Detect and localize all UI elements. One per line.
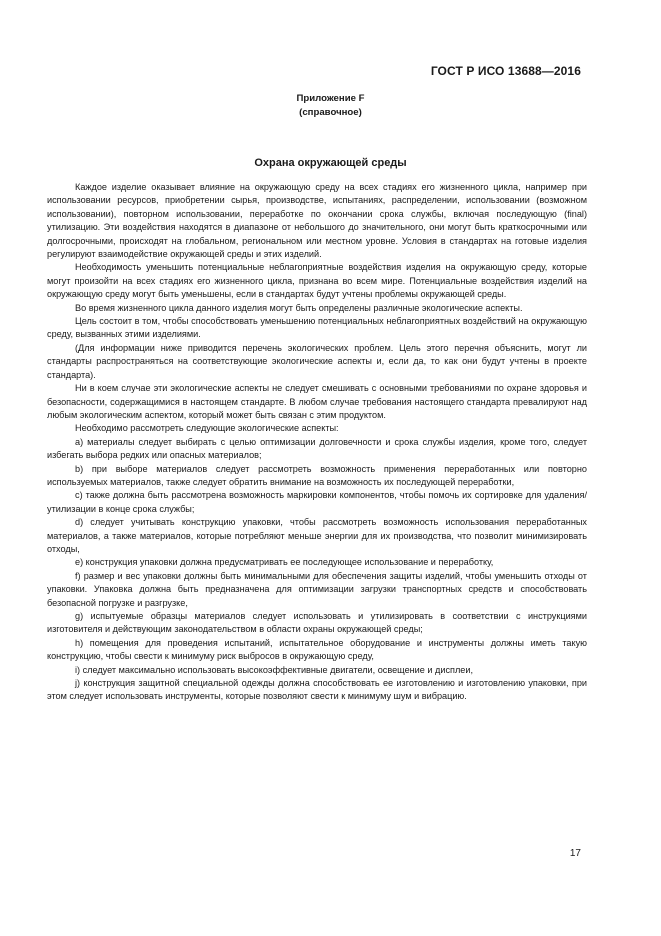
page-number: 17 [569, 848, 581, 859]
list-item: d) следует учитывать конструкцию упаковки, чтобы рассмотреть возможность использования переработанных материалов, а также материалов, которые потребляют меньше энергии для их производства, что позволит минимизировать отходы, [47, 517, 587, 554]
paragraph: (Для информации ниже приводится перечень экологических проблем. Цель этого перечня объяснить, могут ли стандарты распространяться на соответствующие экологические аспекты и, если да, то как они будут учтены в проекте стандарта). [47, 342, 587, 380]
paragraph: Каждое изделие оказывает влияние на окружающую среду на всех стадиях его жизненного цикла, например при использовании ресурсов, приобретении сырья, производстве, испытаниях, распределении, использовании (возможном использовании), повторном использовании, переработке по окончании срока службы, включая последующую (final) утилизацию. Эти воздействия находятся в диапазоне от небольшого до значительного, они могут быть краткосрочными или долгосрочными, происходят на глобальном, региональном или местном уровне. Условия в стандартах на готовые изделия регулируют взаимодействие окружающей среды и этих изделий. [47, 182, 587, 260]
list-item: i) следует максимально использовать высокоэффективные двигатели, освещение и дисплеи, [75, 664, 473, 675]
section-title: Охрана окружающей среды [254, 157, 407, 169]
body-text [47, 181, 587, 704]
list-item: а) материалы следует выбирать с целью оптимизации долговечности и срока службы изделия, кроме того, следует избегать выбора редких или опасных материалов; [47, 436, 587, 461]
appendix-title: Приложение F [296, 93, 365, 104]
appendix-subtitle: (справочное) [299, 107, 362, 118]
list-item: b) при выборе материалов следует рассмотреть возможность применения переработанных или повторно используемых материалов, также следует обратить внимание на возможность их последующей переработки, [47, 463, 587, 487]
standard-id-header: ГОСТ Р ИСО 13688—2016 [430, 64, 581, 78]
paragraph: Необходимо рассмотреть следующие экологические аспекты: [75, 423, 339, 434]
list-item: c) также должна быть рассмотрена возможность маркировки компонентов, чтобы помочь их сортировке для удаления/утилизации в конце срока службы; [47, 490, 587, 514]
list-item: g) испытуемые образцы материалов следует использовать и утилизировать в соответствии с инструкциями изготовителя и действующим законодательством в области охраны окружающей среды; [47, 611, 587, 635]
list-item: f) размер и вес упаковки должны быть минимальными для обеспечения защиты изделий, чтобы уменьшить отходы от упаковки. Упаковка должна быть предназначена для оптимизации загрузки транспортных средств и способствовать безопасной погрузке и разгрузке, [47, 570, 587, 608]
list-item: h) помещения для проведения испытаний, испытательное оборудование и инструменты должны иметь такую конструкцию, чтобы свести к минимуму риск выбросов в окружающую среду, [47, 637, 587, 662]
paragraph: Цель состоит в том, чтобы способствовать уменьшению потенциальных неблагоприятных воздействий на окружающую среду, вызванных этими изделиями. [47, 316, 587, 340]
list-item: e) конструкция упаковки должна предусматривать ее последующее использование и переработку, [75, 557, 494, 568]
paragraph: Ни в коем случае эти экологические аспекты не следует смешивать с основными требованиями по охране здоровья и безопасности, содержащимися в настоящем стандарте. В любом случае требования настоящего стандарта превалируют над любым экологическим аспектом, который может быть связан с этим продуктом. [47, 383, 587, 420]
paragraph: Необходимость уменьшить потенциальные неблагоприятные воздействия изделия на окружающую среду, которые могут произойти на всех стадиях его жизненного цикла, признана во всем мире. Потенциальные воздействия изделий на окружающую среду могут быть уменьшены, если в стандартах будут учтены проблемы окружающей среды. [47, 262, 587, 300]
list-item: j) конструкция защитной специальной одежды должна способствовать ее изготовлению и изготовлению упаковки, при этом следует использовать инструменты, которые позволяют свести к минимуму шум и вибрацию. [47, 678, 587, 702]
paragraph: Во время жизненного цикла данного изделия могут быть определены различные экологические аспекты. [75, 302, 523, 313]
